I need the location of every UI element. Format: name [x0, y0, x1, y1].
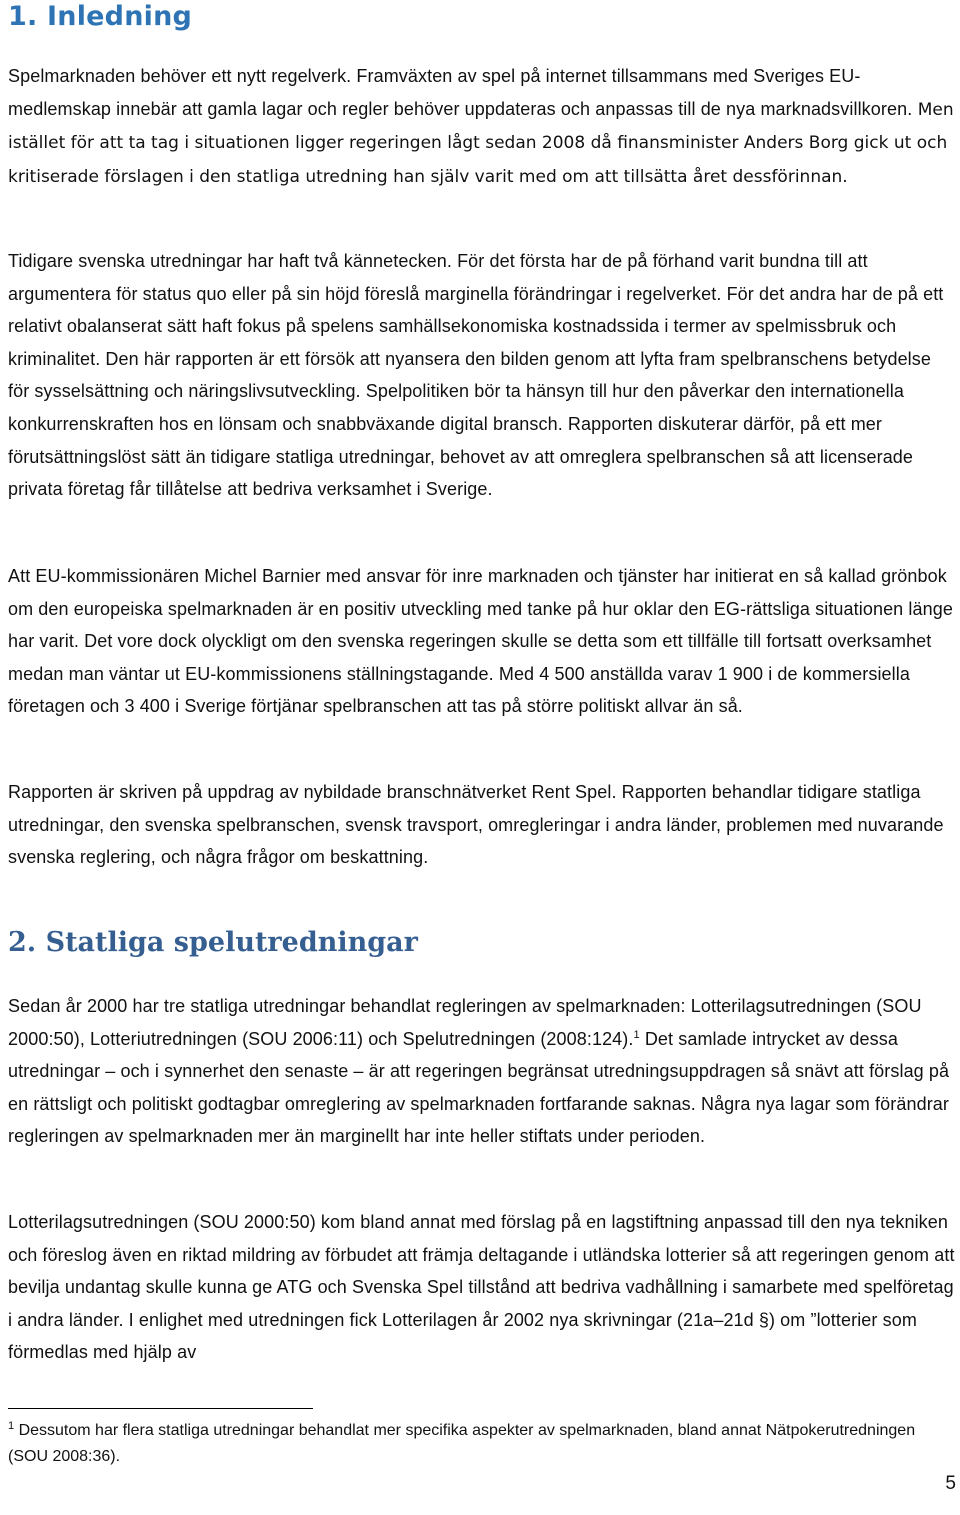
paragraph-state-inquiries-part1: Sedan år 2000 har tre statliga utredningar behandlat regleringen av spelmarknaden: Lotterilagsutredningen (SOU 2000:50), Lotteriutredningen (SOU 2006:11) och Spelutredningen (2008:124). [8, 996, 922, 1049]
paragraph-intro [8, 60, 956, 193]
footnote [8, 1418, 956, 1470]
paragraph-state-inquiries [8, 990, 956, 1153]
paragraph-intro-part1: Spelmarknaden behöver ett nytt regelverk. Framväxten av spel på internet tillsammans med Sveriges EU-medlemskap innebär att gamla lagar och regler behöver uppdateras och anpassas till de nya marknadsvillkoren. [8, 66, 913, 119]
footnote-number: 1 [8, 1420, 15, 1432]
paragraph-earlier-inquiries: Tidigare svenska utredningar har haft två kännetecken. För det första har de på förhand varit bundna till att argumentera för status quo eller på sin höjd föreslå marginella förändringar i regelverket. För det andra har de på ett relativt obalanserat sätt haft fokus på spelens samhällsekonomiska kostnadssida i termer av spelmissbruk och kriminalitet. Den här rapporten är ett försök att nyansera den bilden genom att lyfta fram spelbranschens betydelse för sysselsättning och näringslivsutveckling. Spelpolitiken bör ta hänsyn till hur den påverkar den internationella konkurrenskraften hos en lönsam och snabbväxande digital bransch. Rapporten diskuterar därför, på ett mer förutsättningslöst sätt än tidigare statliga utredningar, behovet av att omreglera spelbranschen så att licenserade privata företag får tillåtelse att bedriva verksamhet i Sverige. [8, 251, 944, 500]
paragraph-intro-part2: Men istället för att ta tag i situationen ligger regeringen lågt sedan 2008 då finansminister Anders Borg gick ut och kritiserade förslagen i den statliga utredning han själv varit med om att tillsätta året dessförinnan. [8, 99, 954, 187]
footnote-reference[interactable]: 1 [633, 1028, 640, 1041]
section-heading-inledning: 1. Inledning [8, 1, 193, 32]
paragraph-lotterilagsutredningen: Lotterilagsutredningen (SOU 2000:50) kom bland annat med förslag på en lagstiftning anpassad till den nya tekniken och föreslog även en riktad mildring av förbudet att främja deltagande i utländska lotterier så att regeringen genom att bevilja undantag skulle kunna ge ATG och Svenska Spel tillstånd att bedriva vadhållning i samarbete med spelföretag i andra länder. I enlighet med utredningen fick Lotterilagen år 2002 nya skrivningar (21a–21d §) om ”lotterier som förmedlas med hjälp av [8, 1212, 955, 1363]
footnote-text: Dessutom har flera statliga utredningar behandlat mer specifika aspekter av spelmarknaden, bland annat Nätpokerutredningen (SOU 2008:36). [8, 1422, 916, 1465]
paragraph-eu-greenbook: Att EU-kommissionären Michel Barnier med ansvar för inre marknaden och tjänster har initierat en så kallad grönbok om den europeiska spelmarknaden är en positiv utveckling med tanke på hur oklar den EG-rättsliga situationen länge har varit. Det vore dock olyckligt om den svenska regeringen skulle se detta som ett tillfälle till fortsatt overksamhet medan man väntar ut EU-kommissionens ställningstagande. Med 4 500 anställda varav 1 900 i de kommersiella företagen och 3 400 i Sverige förtjänar spelbranschen att tas på större politiskt allvar än så. [8, 566, 953, 717]
paragraph-report-scope: Rapporten är skriven på uppdrag av nybildade branschnätverket Rent Spel. Rapporten behandlar tidigare statliga utredningar, den svenska spelbranschen, svensk travsport, omregleringar i andra länder, problemen med nuvarande svenska reglering, och några frågor om beskattning. [8, 782, 944, 868]
section-heading-statliga-spelutredningar: 2. Statliga spelutredningar [8, 927, 418, 958]
footnote-separator [8, 1408, 313, 1409]
paragraph-state-inquiries-part2: Det samlade intrycket av dessa utredningar – och i synnerhet den senaste – är att regeringen begränsat utredningsuppdragen så snävt att förslag på en rättsligt och politiskt godtagbar omreglering av spelmarknaden fortfarande saknas. Några nya lagar som förändrar regleringen av spelmarknaden mer än marginellt har inte heller stiftats under perioden. [8, 1028, 950, 1147]
page-number: 5 [945, 1473, 956, 1494]
